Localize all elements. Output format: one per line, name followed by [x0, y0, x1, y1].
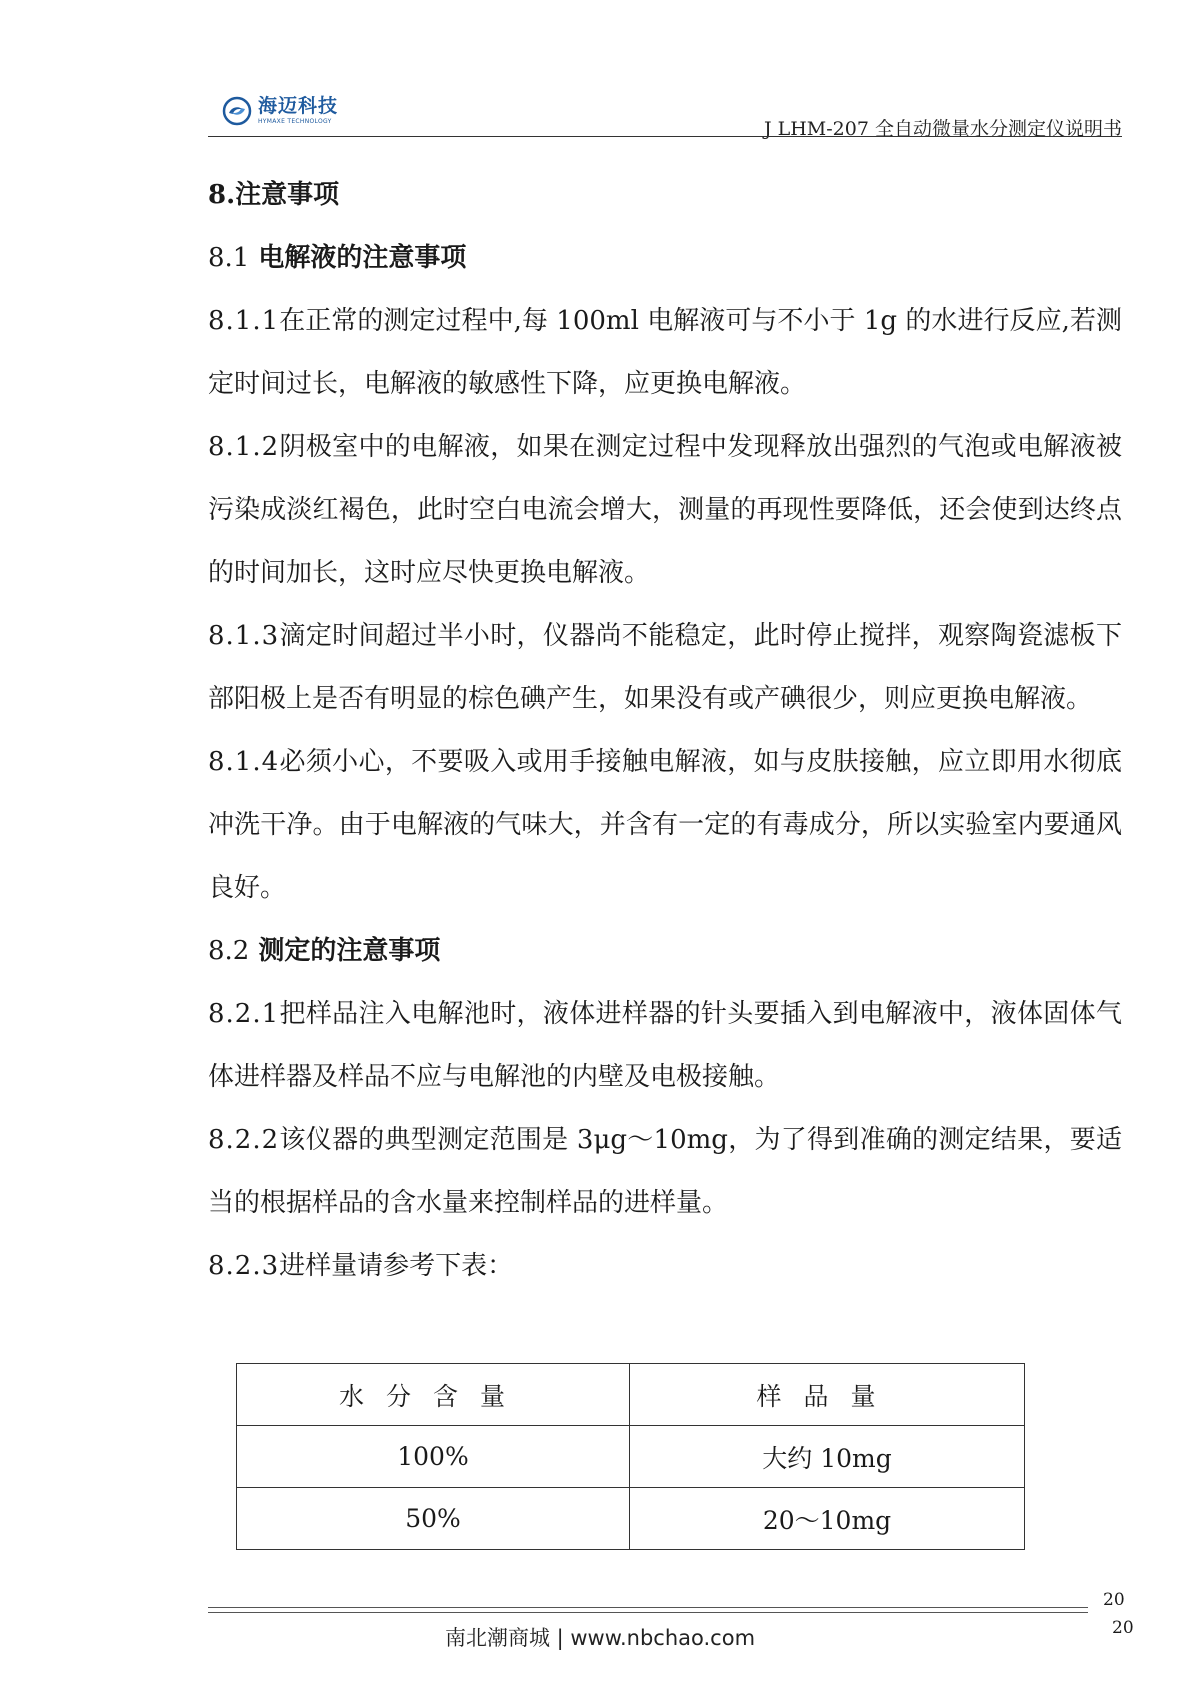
page-content [208, 164, 1122, 1298]
item-number: 8.2.2 [208, 1125, 280, 1155]
subsection-number: 8.1 [208, 243, 250, 273]
section-heading: 8.注意事项 [208, 180, 340, 210]
logo-english-name: HYMAXE TECHNOLOGY [258, 118, 332, 125]
item-8-2-3 [208, 1235, 1122, 1298]
footer-divider [208, 1612, 1088, 1613]
item-number: 8.2.1 [208, 999, 280, 1029]
item-text: 该仪器的典型测定范围是 3μg～10mg，为了得到准确的测定结果，要适当的根据样品的含水量来控制样品的进样量。 [208, 1125, 1122, 1218]
subsection-heading-8-2 [208, 920, 1122, 983]
table-row [237, 1488, 1025, 1550]
table-cell: 50% [237, 1488, 630, 1550]
subsection-heading-8-1 [208, 227, 1122, 290]
logo-chinese-name: 海迈科技 [258, 95, 339, 117]
table-header-moisture: 水分含量 [237, 1364, 630, 1426]
logo-swirl-icon [222, 96, 252, 126]
item-text: 进样量请参考下表： [279, 1251, 514, 1281]
table-header-row [237, 1364, 1025, 1426]
company-logo [222, 94, 338, 128]
table-cell: 20～10mg [630, 1488, 1025, 1550]
page-number: 20 [1103, 1590, 1125, 1610]
table-cell: 大约 10mg [630, 1426, 1025, 1488]
item-text: 把样品注入电解池时，液体进样器的针头要插入到电解液中，液体固体气体进样器及样品不应与电解池的内壁及电极接触。 [208, 999, 1122, 1092]
page-number: 20 [1112, 1618, 1134, 1638]
item-text: 在正常的测定过程中,每 100ml 电解液可与不小于 1g 的水进行反应,若测定时间过长，电解液的敏感性下降，应更换电解液。 [208, 306, 1122, 399]
table-row [237, 1426, 1025, 1488]
sample-amount-table [236, 1363, 1025, 1550]
document-title: J LHM-207 全自动微量水分测定仪说明书 [763, 118, 1122, 140]
item-number: 8.1.4 [208, 747, 280, 777]
subsection-title: 电解液的注意事项 [258, 243, 467, 273]
subsection-title: 测定的注意事项 [258, 936, 441, 966]
footer-divider [208, 1607, 1088, 1608]
item-number: 8.1.2 [208, 432, 280, 462]
item-8-1-4 [208, 731, 1122, 920]
item-text: 滴定时间超过半小时，仪器尚不能稳定，此时停止搅拌，观察陶瓷滤板下部阳极上是否有明显的棕色碘产生，如果没有或产碘很少，则应更换电解液。 [208, 621, 1122, 714]
item-text: 必须小心，不要吸入或用手接触电解液，如与皮肤接触，应立即用水彻底冲洗干净。由于电解液的气味大，并含有一定的有毒成分，所以实验室内要通风良好。 [208, 747, 1122, 903]
table-header-sample: 样品量 [630, 1364, 1025, 1426]
page-header [208, 92, 1122, 140]
item-8-1-2 [208, 416, 1122, 605]
item-8-1-1 [208, 290, 1122, 416]
subsection-number: 8.2 [208, 936, 250, 966]
item-number: 8.1.3 [208, 621, 280, 651]
item-8-1-3 [208, 605, 1122, 731]
item-8-2-1 [208, 983, 1122, 1109]
item-number: 8.2.3 [208, 1251, 280, 1281]
site-watermark: 南北潮商城 | www.nbchao.com [444, 1626, 756, 1650]
item-8-2-2 [208, 1109, 1122, 1235]
item-number: 8.1.1 [208, 306, 280, 336]
item-text: 阴极室中的电解液，如果在测定过程中发现释放出强烈的气泡或电解液被污染成淡红褐色，此时空白电流会增大，测量的再现性要降低，还会使到达终点的时间加长，这时应尽快更换电解液。 [208, 432, 1122, 588]
header-divider [208, 136, 1122, 137]
table-cell: 100% [237, 1426, 630, 1488]
